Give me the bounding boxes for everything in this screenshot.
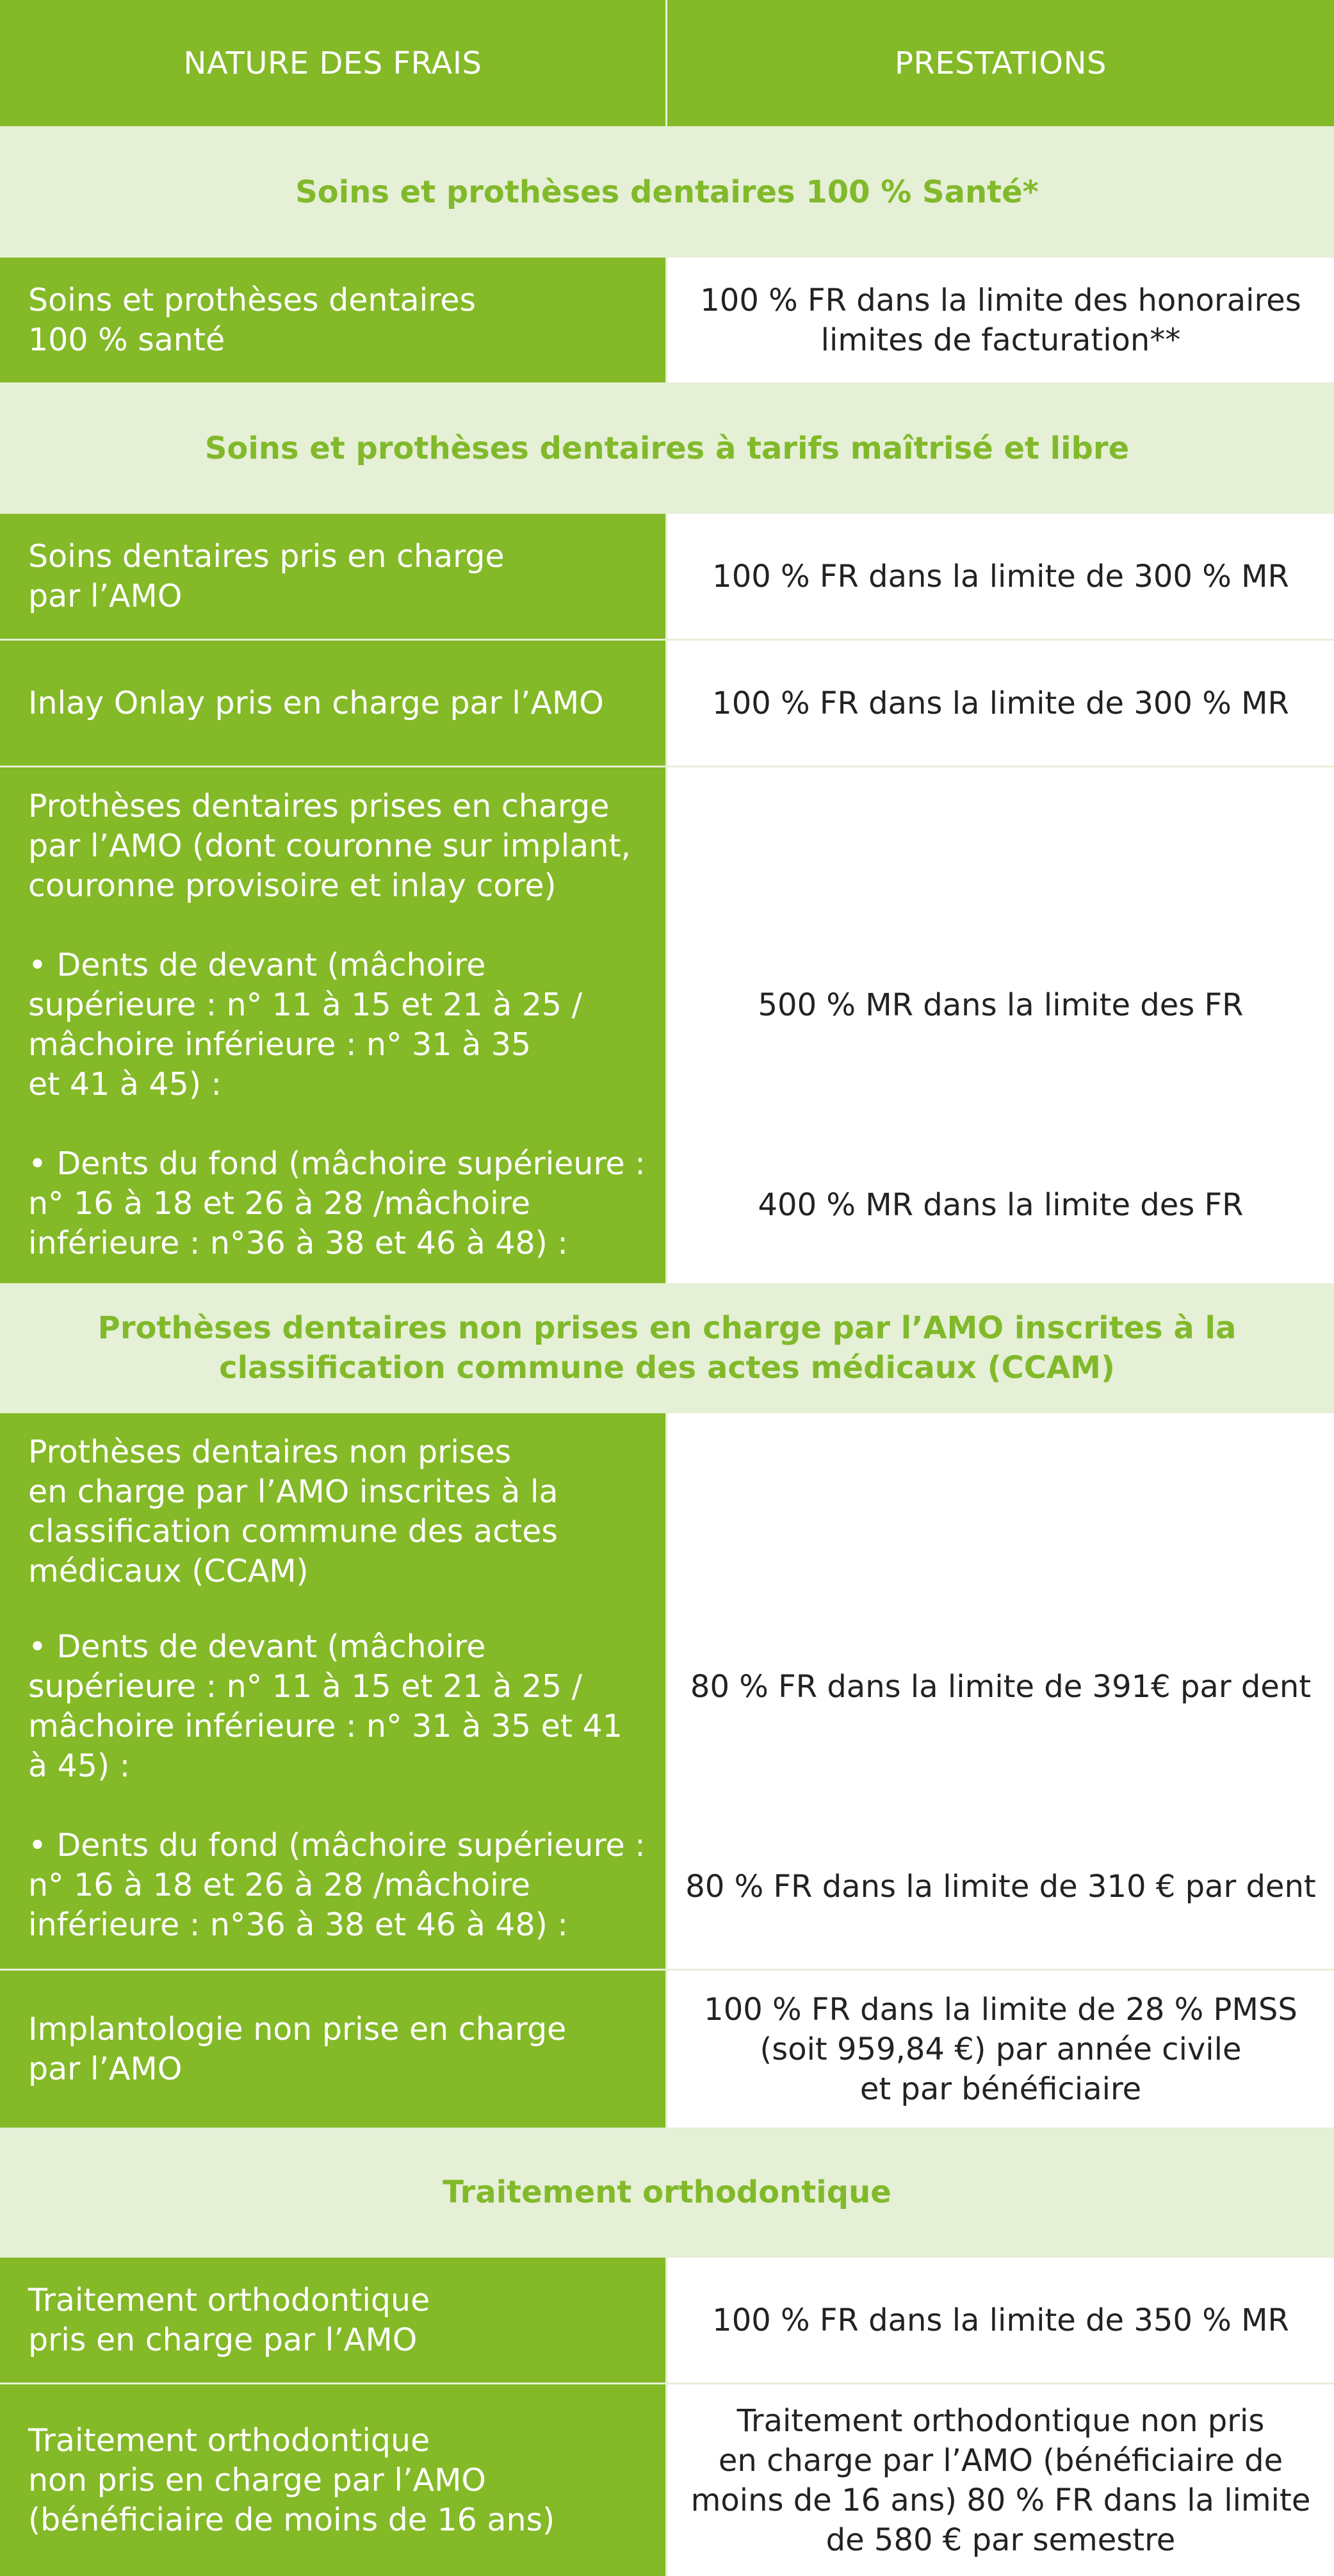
section-title-100-sante: Soins et prothèses dentaires 100 % Santé* (0, 128, 1334, 256)
row-protheses-ccam-value-fond: 80 % FR dans la limite de 310 € par dent (685, 1869, 1316, 1905)
row-ortho-amo-label: Traitement orthodontique pris en charge par l’AMO (0, 2258, 665, 2383)
row-protheses-amo-value (667, 767, 1334, 1283)
row-ortho-non-amo-value: Traitement orthodontique non pris en charge par l’AMO (bénéficiaire de moins de 16 ans) 80 % FR dans la limite de 580 € par semestre (667, 2384, 1334, 2576)
header-prestations (667, 0, 1334, 126)
row-protheses-ccam-value-devant: 80 % FR dans la limite de 391€ par dent (690, 1669, 1312, 1705)
table-header (0, 0, 1334, 126)
row-protheses-amo-bullet-fond: • Dents du fond (mâchoire supérieure : n° 16 à 18 et 26 à 28 /mâchoire inférieure : n°36 à 38 et 46 à 48) : (28, 1145, 646, 1261)
row-implantologie-value: 100 % FR dans la limite de 28 % PMSS (soit 959,84 €) par année civile et par bénéficiaire (667, 1971, 1334, 2128)
row-soins-dentaires-amo-label: Soins dentaires pris en charge par l’AMO (0, 514, 665, 639)
row-inlay-onlay-value: 100 % FR dans la limite de 300 % MR (667, 641, 1334, 766)
row-protheses-amo-value-fond: 400 % MR dans la limite des FR (758, 1187, 1244, 1223)
row-protheses-ccam-bullet-fond: • Dents du fond (mâchoire supérieure : n° 16 à 18 et 26 à 28 /mâchoire inférieure : n°36 à 38 et 46 à 48) : (28, 1827, 646, 1943)
row-protheses-ccam-intro: Prothèses dentaires non prises en charge par l’AMO inscrites à la classification commune des actes médicaux (CCAM) (28, 1434, 558, 1589)
section-title-protheses-ccam: Prothèses dentaires non prises en charge par l’AMO inscrites à la classification commune des actes médicaux (CCAM) (0, 1284, 1334, 1412)
row-protheses-ccam-bullet-devant: • Dents de devant (mâchoire supérieure : n° 11 à 15 et 21 à 25 / mâchoire inférieure : n° 31 à 35 et 41 à 45) : (28, 1628, 622, 1784)
row-soins-protheses-100-sante-label: Soins et prothèses dentaires 100 % santé (0, 258, 665, 382)
row-protheses-amo-label (0, 767, 665, 1283)
row-soins-dentaires-amo-value: 100 % FR dans la limite de 300 % MR (667, 514, 1334, 639)
row-protheses-amo-value-devant: 500 % MR dans la limite des FR (758, 987, 1244, 1023)
row-implantologie-label: Implantologie non prise en charge par l’AMO (0, 1971, 665, 2128)
row-protheses-ccam-value (667, 1413, 1334, 1969)
section-title-traitement-orthodontique: Traitement orthodontique (0, 2128, 1334, 2256)
row-soins-protheses-100-sante-value: 100 % FR dans la limite des honoraires limites de facturation** (667, 258, 1334, 382)
row-protheses-amo-bullet-devant: • Dents de devant (mâchoire supérieure : n° 11 à 15 et 21 à 25 / mâchoire inférieure : n° 31 à 35 et 41 à 45) : (28, 947, 583, 1103)
row-inlay-onlay-label: Inlay Onlay pris en charge par l’AMO (0, 641, 665, 766)
row-ortho-non-amo-label: Traitement orthodontique non pris en charge par l’AMO (bénéficiaire de moins de 16 ans) (0, 2384, 665, 2576)
row-protheses-amo-intro: Prothèses dentaires prises en charge par l’AMO (dont couronne sur implant, couronne provisoire et inlay core) (28, 788, 631, 904)
row-protheses-ccam-label (0, 1413, 665, 1969)
row-ortho-amo-value: 100 % FR dans la limite de 350 % MR (667, 2258, 1334, 2383)
header-nature-des-frais (0, 0, 665, 126)
section-title-tarifs-maitrise-libre: Soins et prothèses dentaires à tarifs maîtrisé et libre (0, 384, 1334, 513)
header-col1-label: NATURE DES FRAIS (183, 45, 482, 81)
header-col2-label: PRESTATIONS (895, 45, 1107, 81)
